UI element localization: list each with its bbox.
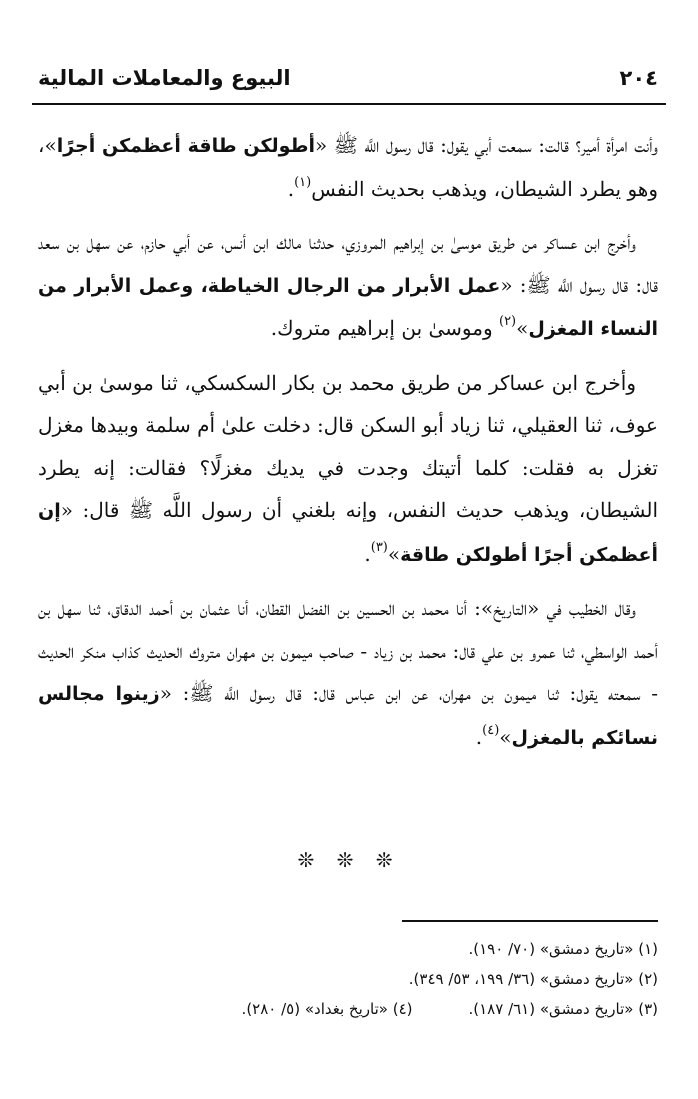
section-separator: ❊ ❊ ❊ — [297, 848, 401, 872]
p3-text-b: » — [387, 541, 401, 566]
p1-text-c: . — [287, 176, 295, 201]
p3-text-a: وأخرج ابن عساكر من طريق محمد بن بكار السكسكي، ثنا موسىٰ بن أبي عوف، ثنا العقيلي، ثنا زياد أبو السكن قال: دخلت علىٰ أم سلمة وبيدها مغزل تغزل به فقلت: كلما أتيتك وجدت في يديك مغزلًا؟ فقالت: إنه يطرد الشيطان، ويذهب حديث النفس، وإنه بلغني أن رسول اللَّه ﷺ قال: « — [38, 370, 658, 522]
page-number: ٢٠٤ — [619, 66, 658, 90]
p3-text-c: . — [364, 541, 371, 566]
p1-hadith-bold: أطولكن طاقة أعظمكن أجرًا — [56, 135, 316, 157]
running-title: البيوع والمعاملات المالية — [38, 66, 291, 90]
footnote-2: (٢) «تاريخ دمشق» (٣٦/ ١٩٩، ٥٣/ ٣٤٩). — [408, 970, 658, 988]
p2-text-b: » — [516, 316, 529, 340]
p2-text-a: وأخرج ابن عساكر من طريق موسىٰ بن إبراهيم المروزي، حدثنا مالك ابن أنس، عن أبي حازم، عن سهل بن سعد قال: قال رسول اللَّه ﷺ: « — [38, 230, 658, 297]
footnote-ref-1[interactable]: (١) — [294, 174, 312, 190]
main-text — [38, 124, 658, 770]
p4-hadith-bold: زينوا مجالس نسائكم بالمغزل — [38, 683, 658, 749]
footnote-ref-2[interactable]: (٢) — [498, 314, 517, 329]
footnote-4: (٤) «تاريخ بغداد» (٥/ ٢٨٠). — [241, 1000, 413, 1018]
p4-text-c: . — [475, 724, 483, 749]
footnote-ref-4[interactable]: (٤) — [482, 722, 500, 738]
page-header — [34, 66, 662, 96]
p2-text-c: وموسىٰ بن إبراهيم متروك. — [270, 316, 499, 340]
p4-text-a: وقال الخطيب في «التاريخ»: أنا محمد بن الحسين بن الفضل القطان، أنا عثمان بن أحمد الدقاق، ثنا سهل بن أحمد الواسطي، ثنا عمرو بن علي قال: محمد بن زياد - صاحب ميمون بن مهران متروك الحديث كذاب منكر الحديث - سمعته يقول: ثنا ميمون بن مهران، عن ابن عباس قال: قال رسول اللَّه ﷺ: « — [38, 596, 659, 705]
p3-hadith-bold: إن أعظمكن أجرًا أطولكن طاقة — [38, 500, 658, 566]
paragraph-2 — [38, 221, 658, 351]
p4-text-b: » — [499, 724, 512, 749]
paragraph-3 — [38, 362, 658, 577]
p2-hadith-bold: عمل الأبرار من الرجال الخياطة، وعمل الأبرار من النساء المغزل — [38, 274, 658, 340]
footnote-divider — [402, 920, 658, 922]
footnote-ref-3[interactable]: (٣) — [370, 539, 388, 555]
p1-text-a: وأنت امرأة أمير؟ قالت: سمعت أبي يقول: قال رسول اللَّه ﷺ « — [315, 133, 658, 157]
footnote-1: (١) «تاريخ دمشق» (٧٠/ ١٩٠). — [468, 940, 658, 958]
footnote-3: (٣) «تاريخ دمشق» (٦١/ ١٨٧). — [468, 1000, 658, 1018]
footnote-row-3-4 — [38, 994, 658, 1024]
paragraph-4 — [38, 587, 658, 759]
footnotes — [38, 934, 658, 1024]
p1-text-b: »، وهو يطرد الشيطان، ويذهب بحديث النفس — [38, 133, 658, 201]
header-divider — [32, 103, 666, 105]
paragraph-1 — [38, 124, 658, 210]
